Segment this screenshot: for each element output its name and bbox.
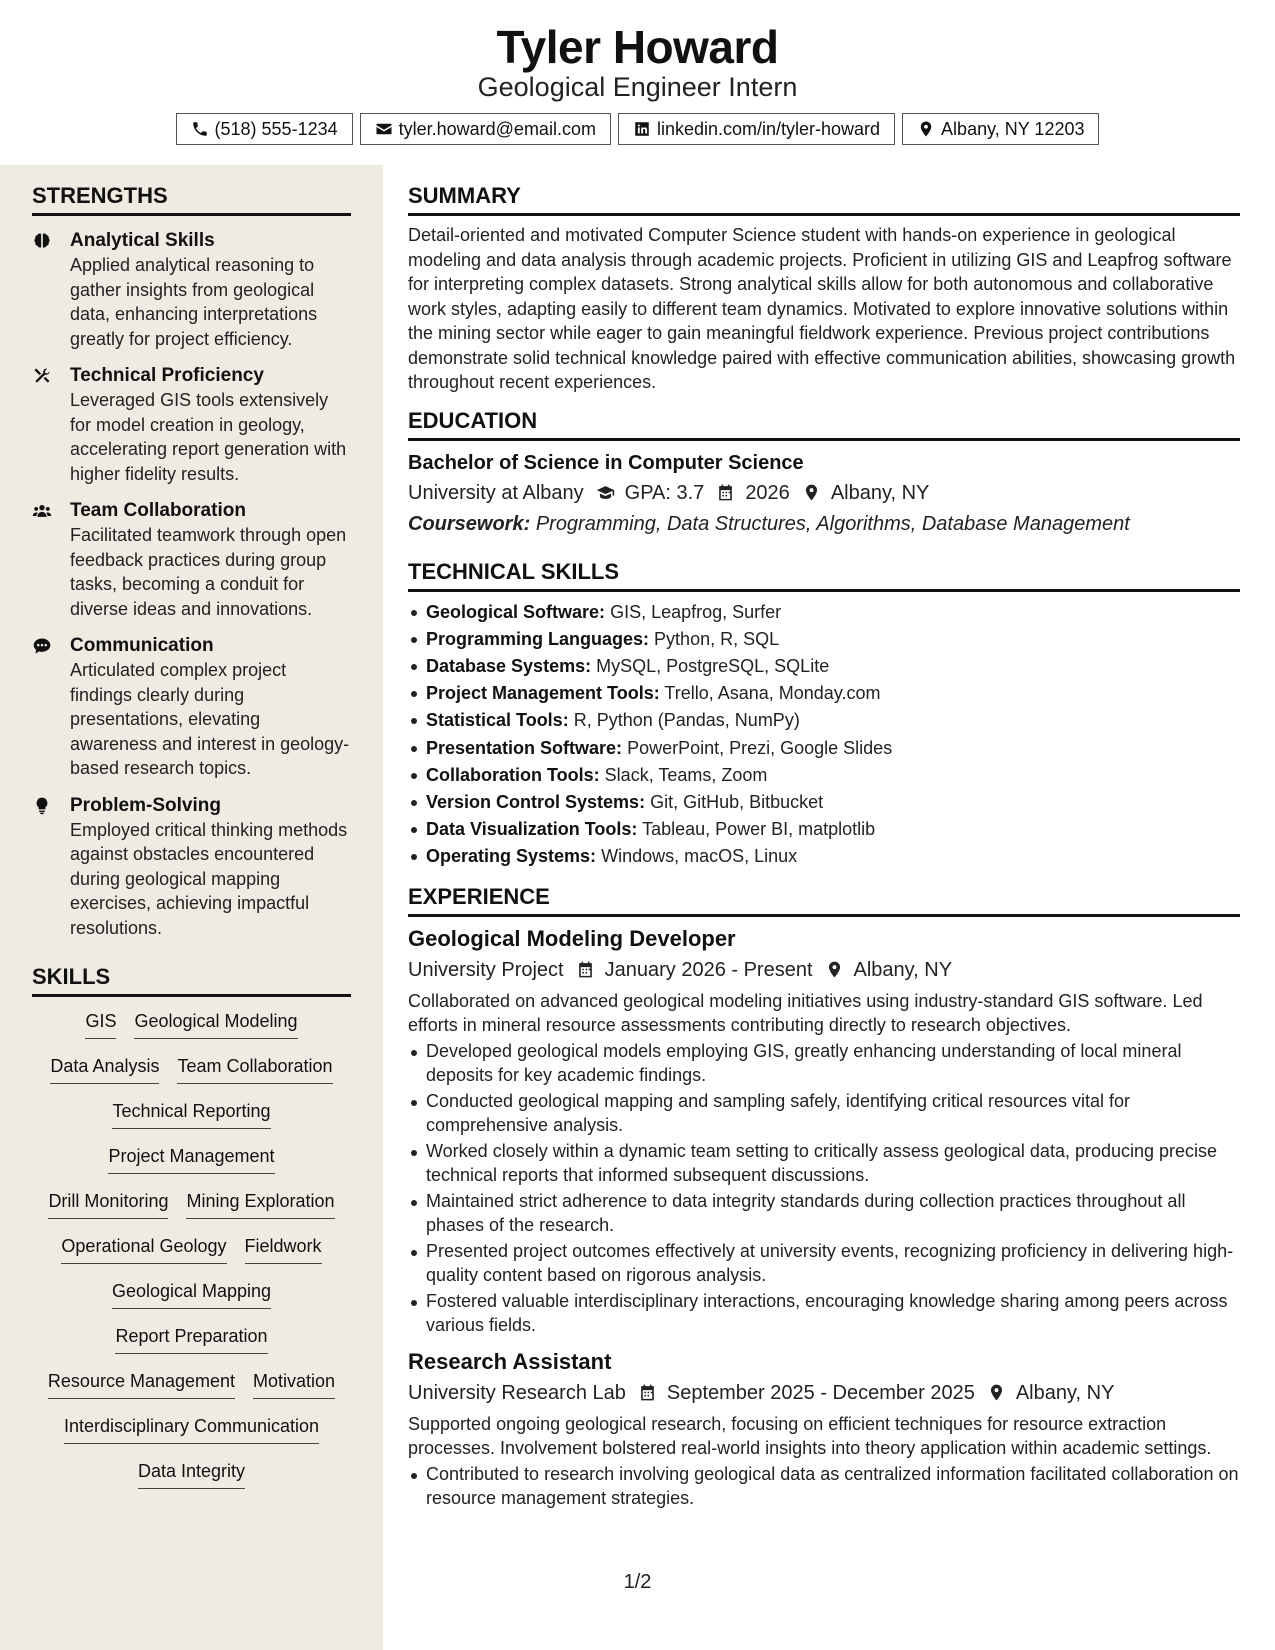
chat-icon [32, 636, 52, 656]
list-item: Presented project outcomes effectively at university events, recognizing proficiency in delivering high-quality content based on rigorous analysis. [408, 1239, 1240, 1288]
job-dates: January 2026 - Present [604, 958, 813, 981]
map-pin-icon [802, 483, 821, 502]
brain-icon [32, 231, 52, 251]
education-meta [408, 480, 1240, 506]
strength-item [32, 364, 351, 486]
skill-values: MySQL, PostgreSQL, SQLite [596, 655, 830, 676]
skill-category: Data Visualization Tools: [426, 819, 638, 840]
contact-location [902, 113, 1099, 145]
linkedin-text: linkedin.com/in/tyler-howard [656, 118, 881, 139]
list-item [408, 816, 1240, 843]
skill-category: Operating Systems: [426, 846, 597, 867]
strength-description: Leveraged GIS tools extensively for model creation in geology, accelerating report generation with higher fidelity results. [70, 390, 347, 484]
graduation-cap-icon [596, 483, 615, 502]
job-location: Albany, NY [853, 958, 953, 981]
skill-tag: Team Collaboration [177, 1056, 332, 1084]
education-heading: EDUCATION [408, 408, 1240, 441]
skill-values: Python, R, SQL [654, 628, 780, 649]
skill-category: Geological Software: [426, 601, 606, 622]
resume-header [0, 0, 1275, 160]
email-text: tyler.howard@email.com [398, 118, 596, 139]
technical-skills-heading: TECHNICAL SKILLS [408, 559, 1240, 592]
list-item [408, 599, 1240, 626]
list-item [408, 843, 1240, 870]
list-item [408, 735, 1240, 762]
skill-values: Slack, Teams, Zoom [604, 764, 768, 785]
job-dates: September 2025 - December 2025 [666, 1381, 975, 1404]
skill-tag: Fieldwork [245, 1236, 322, 1264]
sidebar [0, 165, 383, 1650]
skill-tag: Resource Management [48, 1371, 235, 1399]
job-description: Collaborated on advanced geological modeling initiatives using industry-standard GIS software. Led efforts in mineral resource assessments contributing directly to research objectives. [408, 990, 1203, 1036]
job-meta [408, 957, 1240, 983]
list-item: Developed geological models employing GIS, greatly enhancing understanding of local mineral deposits for key academic findings. [408, 1039, 1240, 1088]
skill-tag: Interdisciplinary Communication [64, 1416, 319, 1444]
job-title: Geological Engineer Intern [477, 72, 798, 102]
skill-category: Project Management Tools: [426, 683, 660, 704]
map-pin-icon [825, 960, 844, 979]
skill-values: PowerPoint, Prezi, Google Slides [627, 737, 893, 758]
skill-category: Statistical Tools: [426, 710, 569, 731]
map-pin-icon [917, 120, 935, 138]
job-position: Research Assistant [408, 1348, 612, 1374]
job-organization: University Research Lab [408, 1381, 626, 1404]
list-item [408, 626, 1240, 653]
calendar-icon [638, 1383, 657, 1402]
envelope-icon [375, 120, 393, 138]
skill-category: Programming Languages: [426, 628, 650, 649]
skill-tag: Geological Mapping [112, 1281, 271, 1309]
coursework [408, 511, 1240, 537]
job-bullets [408, 1462, 1240, 1511]
tools-icon [32, 366, 52, 386]
lightbulb-icon [32, 796, 52, 816]
coursework-label: Coursework: [408, 512, 531, 535]
strength-title: Analytical Skills [70, 230, 215, 251]
list-item: Conducted geological mapping and sampling safely, identifying critical resources vital for comprehensive analysis. [408, 1089, 1240, 1138]
skill-tag: Drill Monitoring [48, 1191, 168, 1219]
contact-linkedin[interactable] [618, 113, 895, 145]
job-organization: University Project [408, 958, 564, 981]
strength-description: Employed critical thinking methods against obstacles encountered during geological mapping exercises, achieving impactful resolutions. [70, 819, 348, 938]
skill-tag: Technical Reporting [112, 1101, 270, 1129]
calendar-icon [716, 483, 735, 502]
strengths-heading: STRENGTHS [32, 183, 351, 216]
candidate-name: Tyler Howard [496, 21, 779, 73]
degree-title: Bachelor of Science in Computer Science [408, 451, 804, 474]
users-icon [32, 501, 52, 521]
skill-values: Windows, macOS, Linux [601, 846, 798, 867]
job-description: Supported ongoing geological research, focusing on efficient techniques for resource extraction processes. Involvement bolstered real-world insights into theory application within academic settings. [408, 1413, 1212, 1459]
strength-item [32, 794, 351, 941]
skill-tag: Report Preparation [115, 1326, 267, 1354]
skill-tag: Geological Modeling [134, 1011, 297, 1039]
list-item [408, 653, 1240, 680]
job-position: Geological Modeling Developer [408, 925, 736, 951]
gpa: GPA: 3.7 [624, 481, 705, 504]
summary-text: Detail-oriented and motivated Computer Science student with hands-on experience in geological modeling and data analysis through academic projects. Proficient in utilizing GIS and Leapfrog software for interpreting complex datasets. Strong analytical skills allow for both autonomous and collaborative work styles, adapting easily to different team dynamics. Motivated to explore innovative solutions within the mining sector while eager to gain meaningful fieldwork experience. Previous project contributions demonstrate solid technical knowledge paired with effective communication abilities, showcasing growth throughout recent experiences. [408, 225, 1236, 392]
list-item: Contributed to research involving geological data as centralized information facilitated collaboration on resource management strategies. [408, 1462, 1240, 1511]
skill-tag: Data Integrity [138, 1461, 245, 1489]
skill-tag: Project Management [108, 1146, 274, 1174]
skill-tag: Operational Geology [61, 1236, 226, 1264]
skill-tag: Mining Exploration [186, 1191, 334, 1219]
strength-description: Applied analytical reasoning to gather insights from geological data, enhancing interpretations greatly for project efficiency. [70, 255, 318, 349]
skill-values: Trello, Asana, Monday.com [664, 683, 881, 704]
skill-category: Version Control Systems: [426, 791, 646, 812]
contact-email[interactable] [360, 113, 611, 145]
phone-text: (518) 555-1234 [214, 118, 338, 139]
strength-description: Articulated complex project findings clearly during presentations, elevating awareness and interest in geology-based research topics. [70, 660, 350, 778]
location-text: Albany, NY 12203 [941, 118, 1085, 139]
phone-icon [191, 120, 209, 138]
job-location: Albany, NY [1015, 1381, 1115, 1404]
contact-bar [0, 113, 1275, 145]
strength-item [32, 229, 351, 351]
strength-title: Team Collaboration [70, 500, 246, 521]
list-item: Worked closely within a dynamic team setting to critically assess geological data, producing precise technical reports that informed subsequent discussions. [408, 1139, 1240, 1188]
coursework-list: Programming, Data Structures, Algorithms, Database Management [535, 512, 1130, 535]
map-pin-icon [987, 1383, 1006, 1402]
contact-phone[interactable] [176, 113, 353, 145]
experience-heading: EXPERIENCE [408, 884, 1240, 917]
linkedin-icon [633, 120, 651, 138]
skills-list [32, 1011, 351, 1506]
page-number: 1/2 [623, 1571, 652, 1593]
skill-tag: GIS [85, 1011, 116, 1039]
list-item: Maintained strict adherence to data integrity standards during collection practices throughout all phases of the research. [408, 1189, 1240, 1238]
skill-category: Presentation Software: [426, 737, 623, 758]
skill-values: Tableau, Power BI, matplotlib [642, 819, 876, 840]
skill-category: Database Systems: [426, 655, 592, 676]
summary-heading: SUMMARY [408, 183, 1240, 216]
job-meta [408, 1380, 1240, 1406]
job-entry [408, 925, 1240, 1338]
strength-title: Problem-Solving [70, 794, 221, 816]
list-item [408, 789, 1240, 816]
skill-values: Git, GitHub, Bitbucket [650, 791, 824, 812]
list-item [408, 680, 1240, 707]
skills-heading: SKILLS [32, 964, 351, 997]
list-item [408, 762, 1240, 789]
skill-values: GIS, Leapfrog, Surfer [610, 601, 782, 622]
list-item [408, 707, 1240, 734]
list-item: Fostered valuable interdisciplinary interactions, encouraging knowledge sharing among peers across various fields. [408, 1289, 1240, 1338]
skill-tag: Motivation [253, 1371, 335, 1399]
job-bullets [408, 1039, 1240, 1338]
skill-tag: Data Analysis [50, 1056, 159, 1084]
strength-title: Technical Proficiency [70, 365, 264, 386]
calendar-icon [576, 960, 595, 979]
strength-description: Facilitated teamwork through open feedback practices during group tasks, becoming a conduit for diverse ideas and innovations. [70, 525, 347, 619]
strength-item [32, 499, 351, 621]
technical-skills-list [408, 599, 1240, 871]
school-location: Albany, NY [830, 481, 930, 504]
skill-values: R, Python (Pandas, NumPy) [573, 710, 800, 731]
job-entry [408, 1348, 1240, 1511]
main-column [408, 165, 1240, 1511]
strength-item [32, 634, 351, 781]
strength-title: Communication [70, 635, 214, 656]
skill-category: Collaboration Tools: [426, 764, 600, 785]
graduation-year: 2026 [745, 481, 790, 504]
school-name: University at Albany [408, 481, 584, 504]
